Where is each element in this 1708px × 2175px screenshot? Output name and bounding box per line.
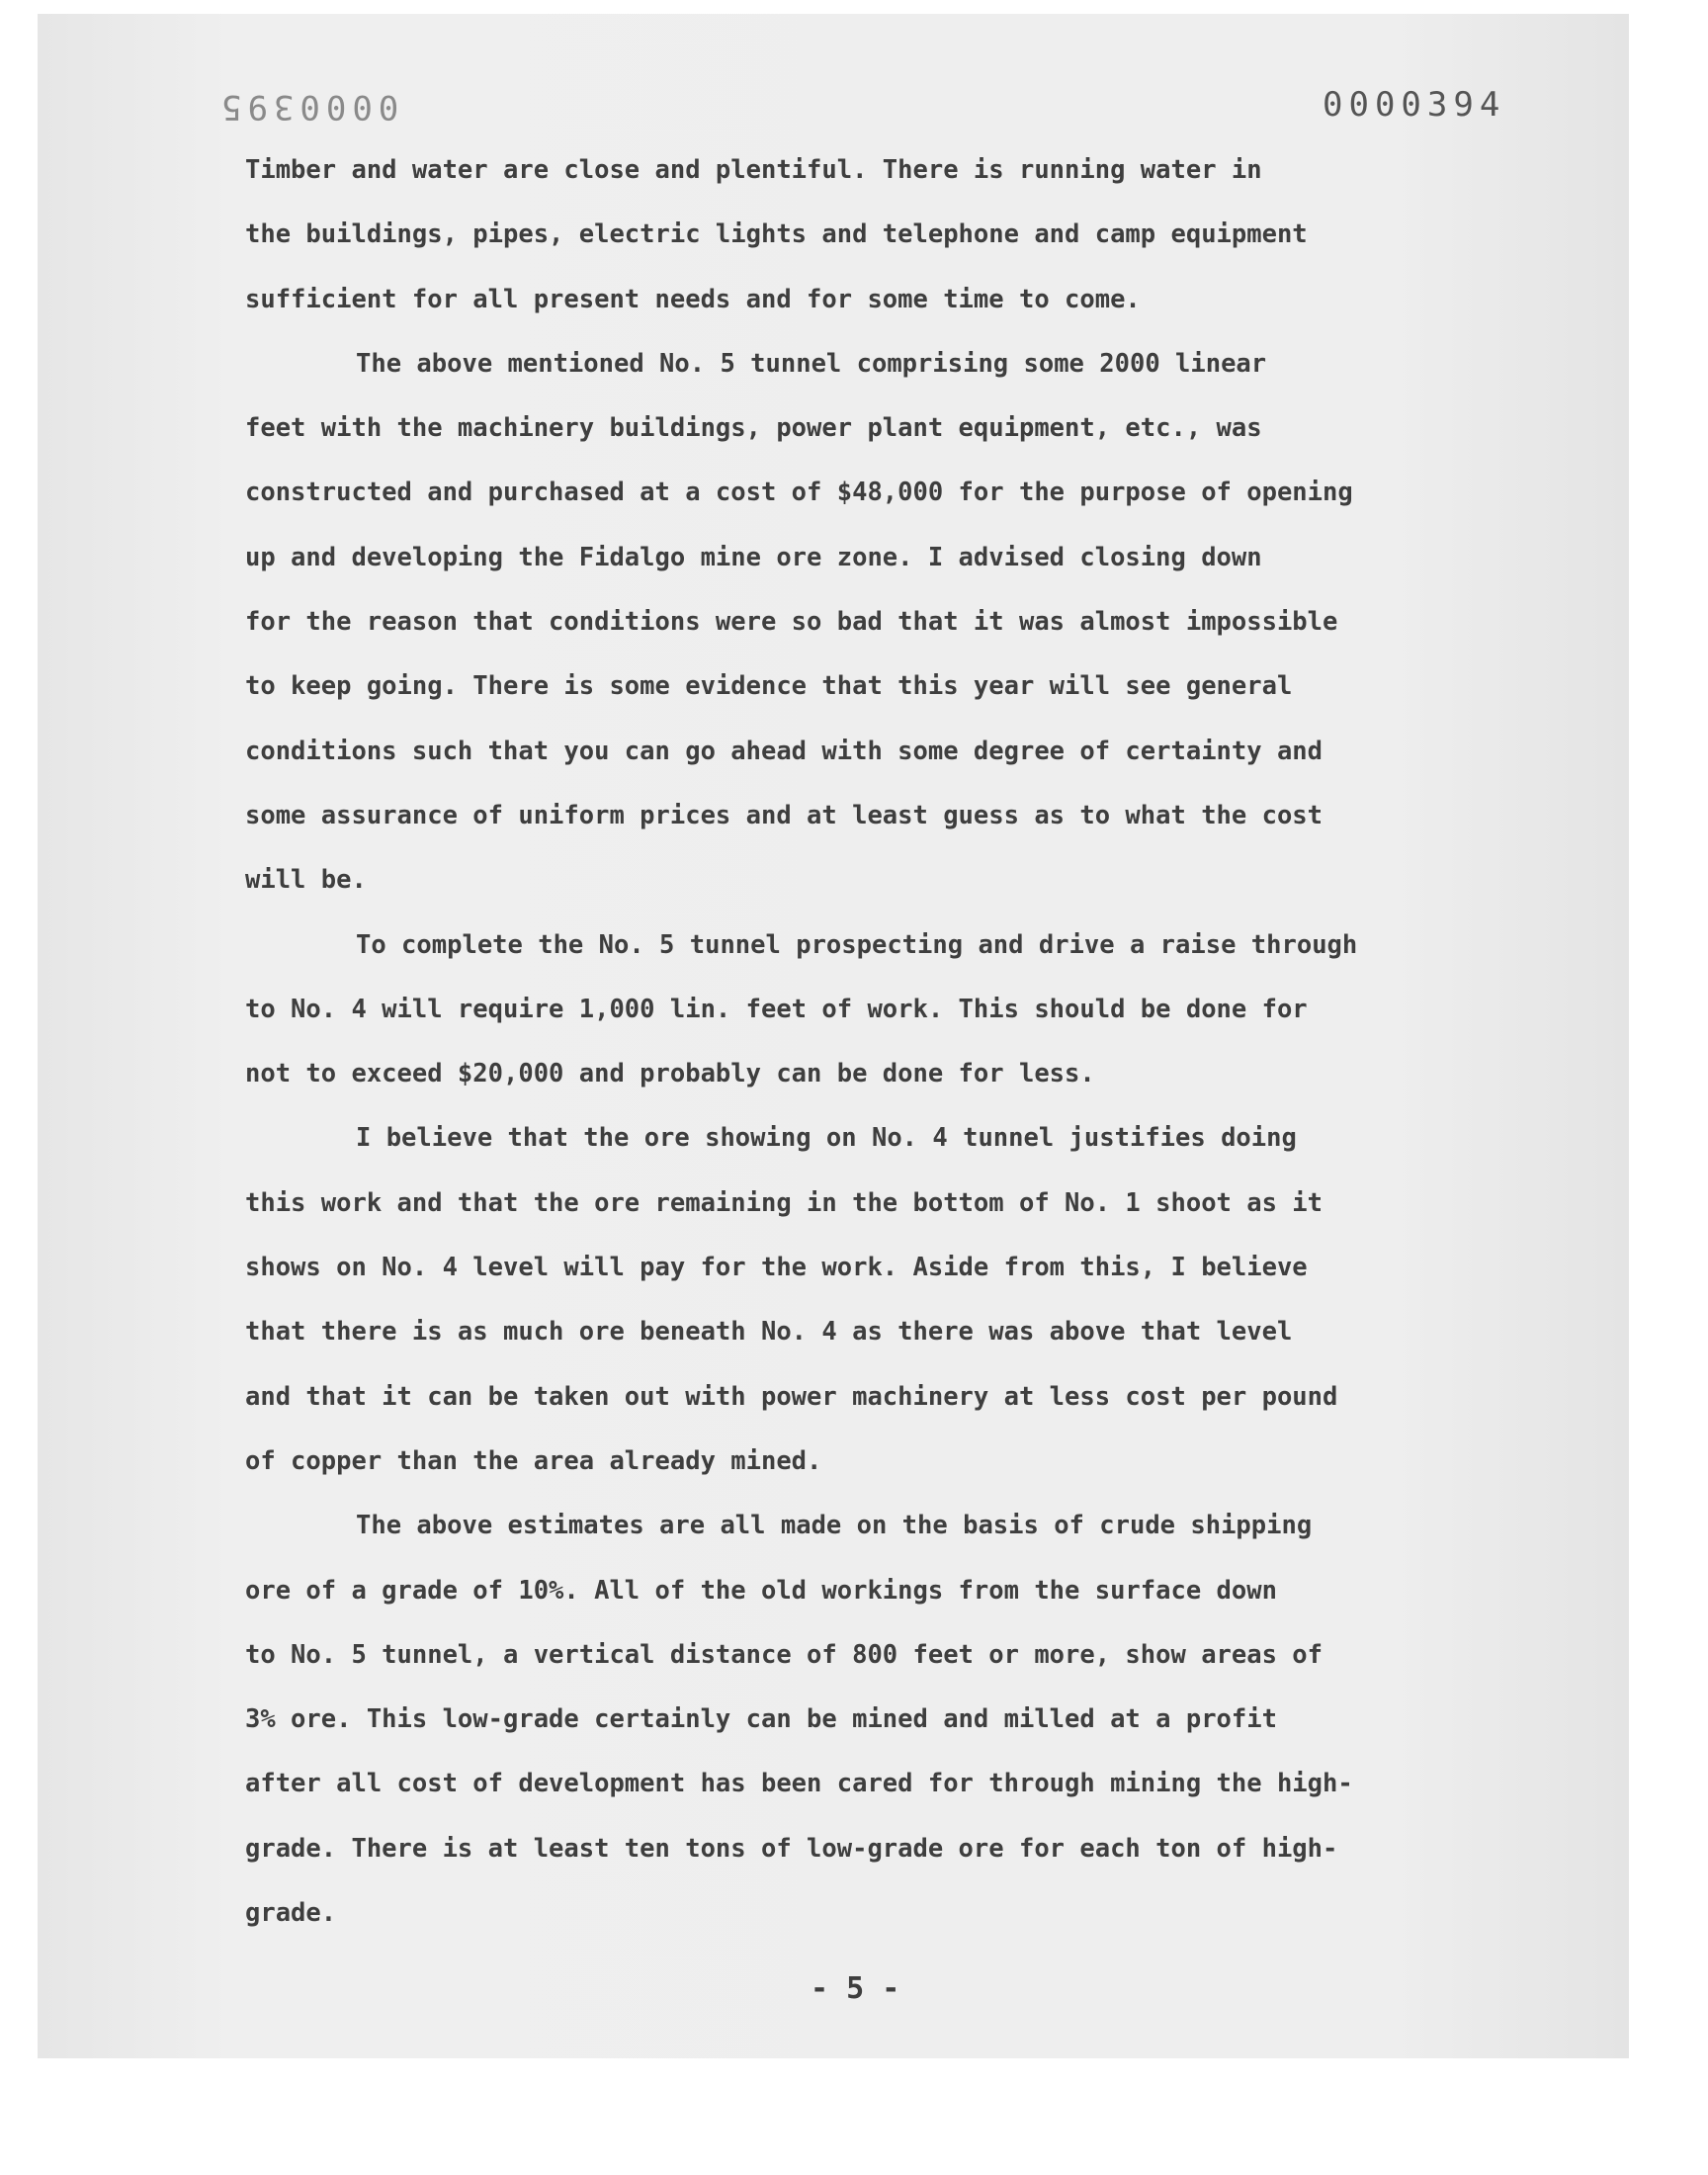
text-line: feet with the machinery buildings, power plant equipment, etc., was: [245, 413, 1262, 444]
page-stamp-left: 0000395: [215, 87, 399, 127]
text-line: that there is as much ore beneath No. 4 as there was above that level: [245, 1317, 1293, 1348]
text-line: to No. 4 will require 1,000 lin. feet of work. This should be done for: [245, 994, 1308, 1024]
text-line: to keep going. There is some evidence that this year will see general: [245, 671, 1293, 702]
text-line: I believe that the ore showing on No. 4 tunnel justifies doing: [356, 1123, 1297, 1154]
text-line: will be.: [245, 865, 367, 896]
page-stamp-right: 0000394: [1323, 85, 1506, 125]
text-line: The above estimates are all made on the basis of crude shipping: [356, 1511, 1313, 1541]
text-line: grade. There is at least ten tons of low-grade ore for each ton of high-: [245, 1833, 1338, 1864]
text-line: sufficient for all present needs and for some time to come.: [245, 284, 1141, 314]
text-line: this work and that the ore remaining in the bottom of No. 1 shoot as it: [245, 1187, 1324, 1218]
text-line: constructed and purchased at a cost of $48,000 for the purpose of opening: [245, 478, 1353, 508]
text-line: To complete the No. 5 tunnel prospecting and drive a raise through: [356, 929, 1358, 960]
text-line: up and developing the Fidalgo mine ore zone. I advised closing down: [245, 542, 1262, 572]
text-line: some assurance of uniform prices and at least guess as to what the cost: [245, 800, 1324, 830]
text-line: shows on No. 4 level will pay for the work. Aside from this, I believe: [245, 1253, 1308, 1283]
text-line: after all cost of development has been cared for through mining the high-: [245, 1769, 1353, 1799]
text-line: The above mentioned No. 5 tunnel comprising some 2000 linear: [356, 348, 1267, 379]
text-line: grade.: [245, 1898, 337, 1929]
page-number: - 5 -: [811, 1971, 900, 2006]
text-line: conditions such that you can go ahead with some degree of certainty and: [245, 736, 1324, 766]
text-line: 3% ore. This low-grade certainly can be mined and milled at a profit: [245, 1704, 1277, 1735]
text-line: for the reason that conditions were so bad that it was almost impossible: [245, 607, 1338, 638]
text-line: ore of a grade of 10%. All of the old workings from the surface down: [245, 1575, 1277, 1606]
text-line: the buildings, pipes, electric lights and telephone and camp equipment: [245, 219, 1308, 250]
text-line: to No. 5 tunnel, a vertical distance of 800 feet or more, show areas of: [245, 1639, 1324, 1670]
text-line: of copper than the area already mined.: [245, 1445, 822, 1476]
text-line: Timber and water are close and plentiful. There is running water in: [245, 155, 1262, 185]
text-line: not to exceed $20,000 and probably can be done for less.: [245, 1059, 1095, 1089]
document-body: [245, 138, 1520, 1946]
text-line: and that it can be taken out with power machinery at less cost per pound: [245, 1381, 1338, 1412]
